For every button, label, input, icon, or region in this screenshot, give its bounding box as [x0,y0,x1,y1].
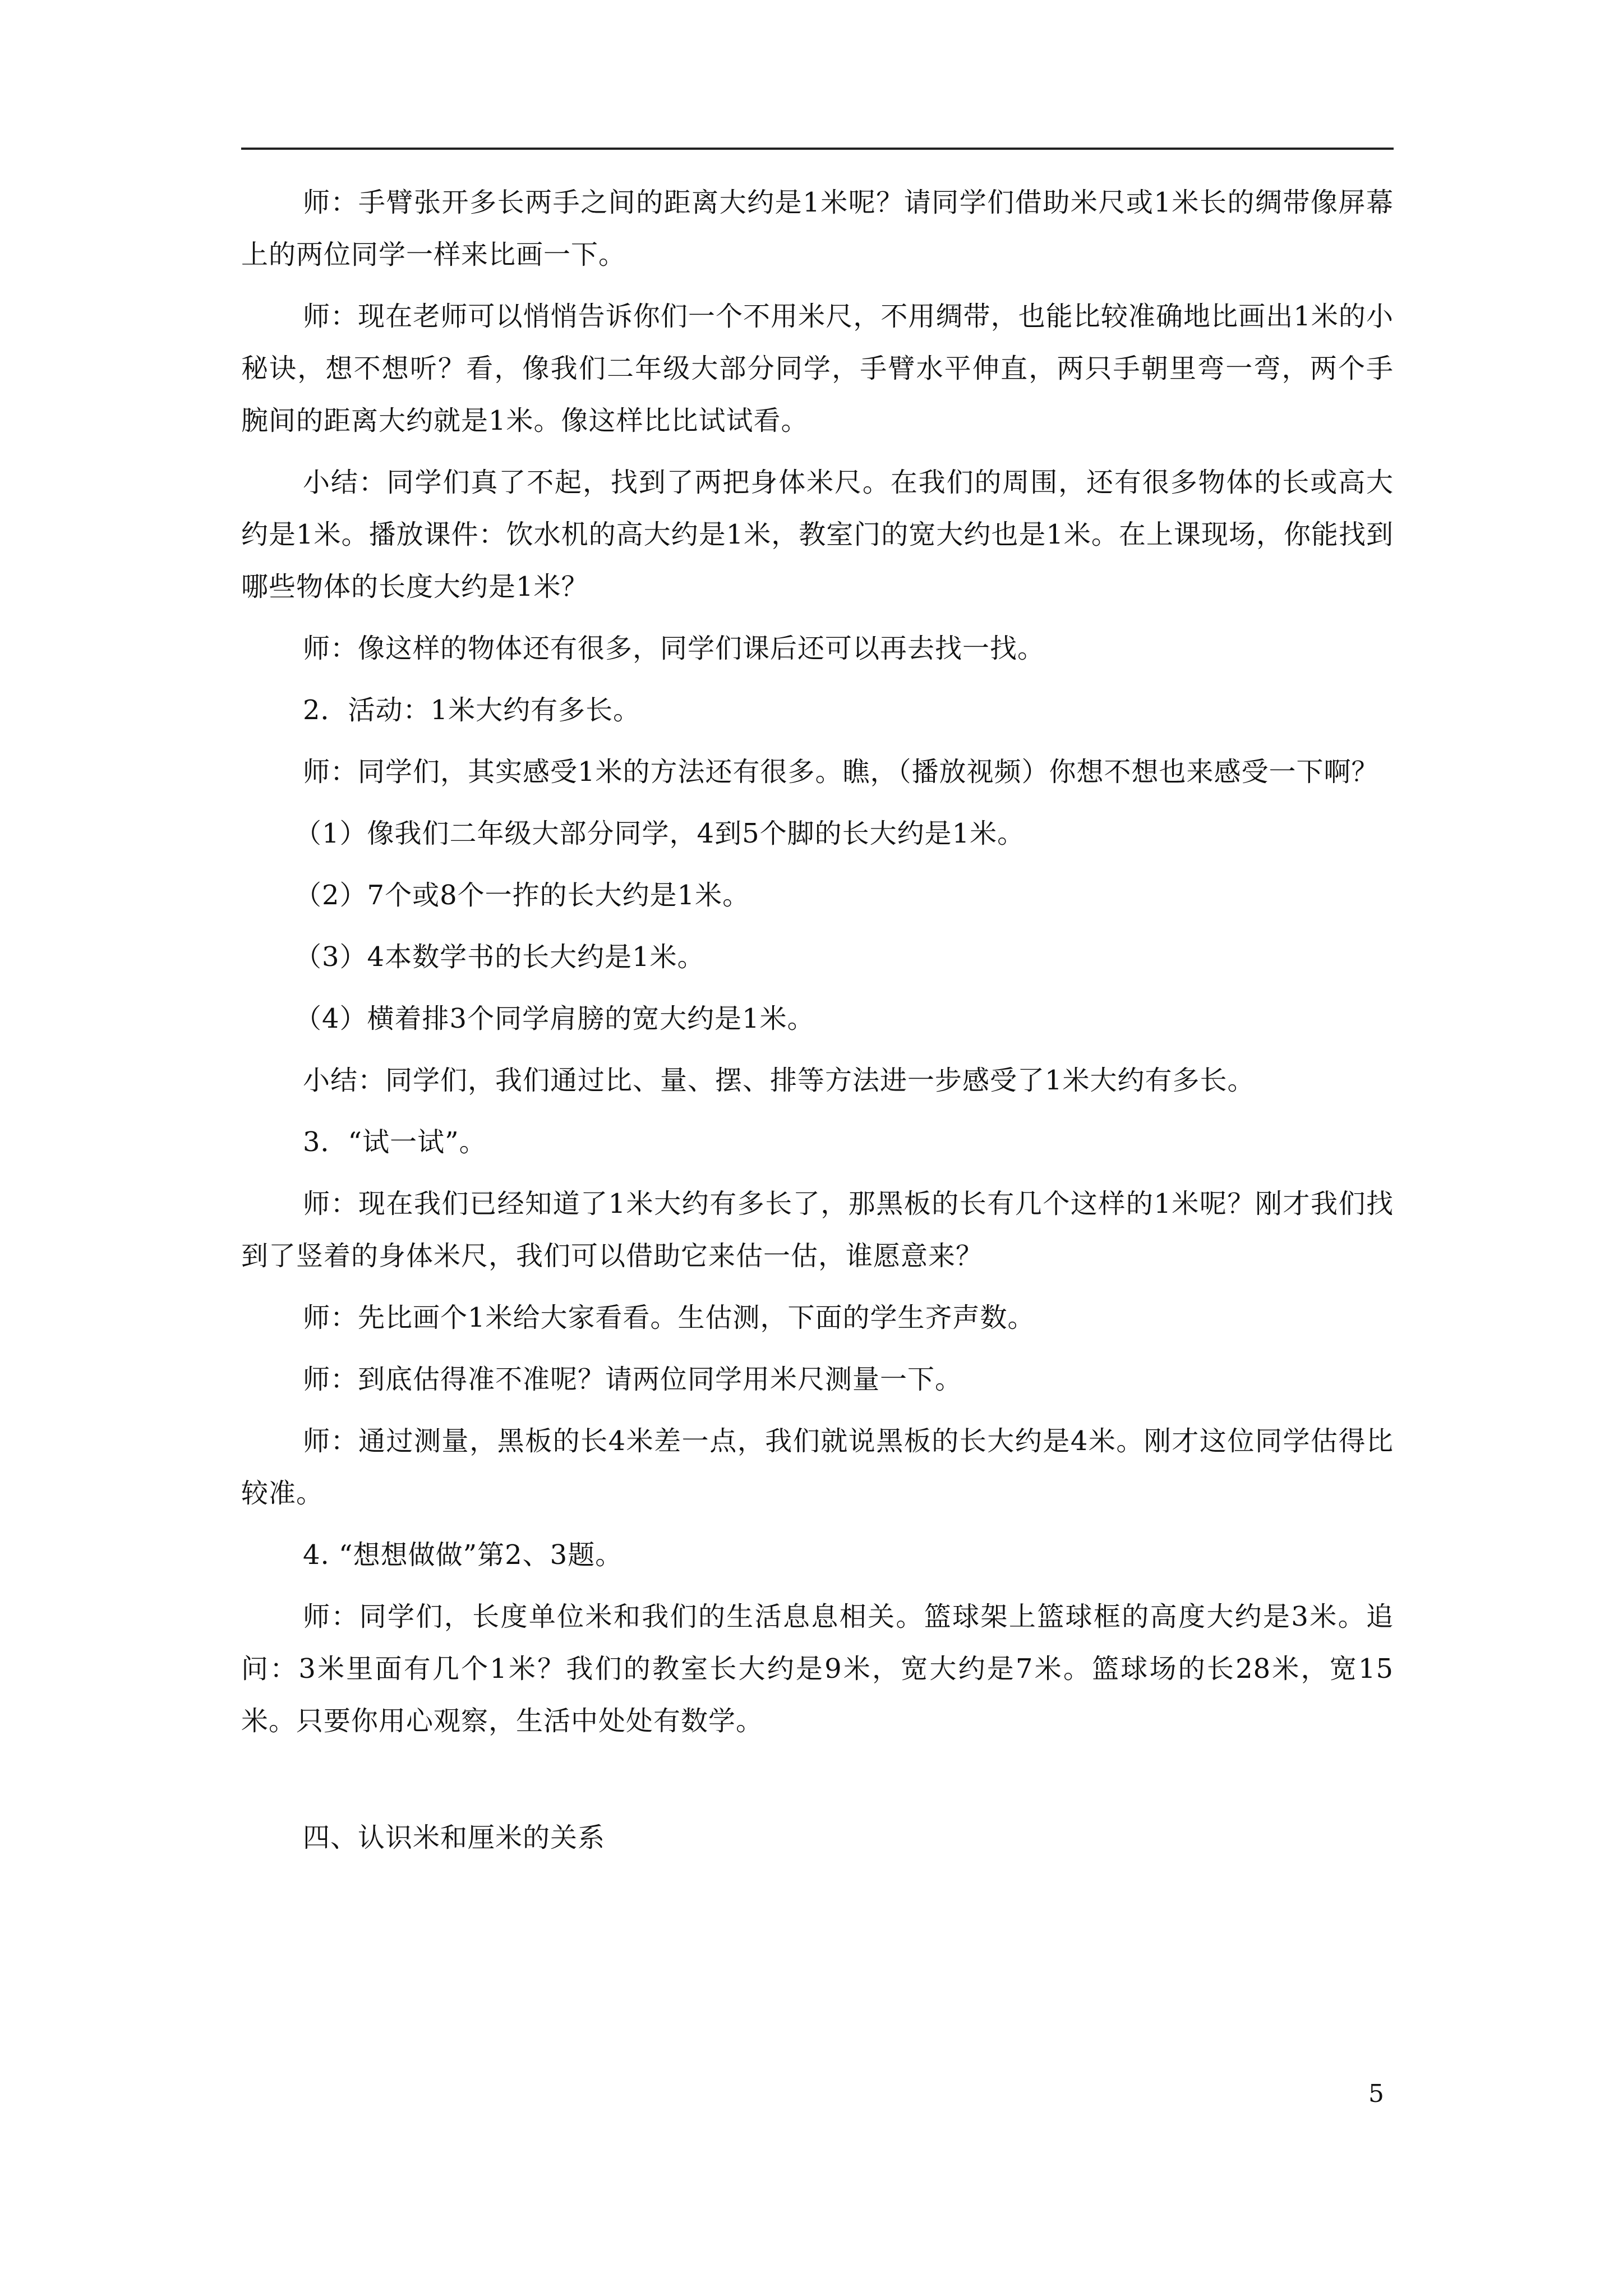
page-number: 5 [1368,2079,1384,2108]
list-item: （2）7个或8个一拃的长大约是1米。 [294,880,750,911]
paragraph: 小结：同学们真了不起，找到了两把身体米尺。在我们的周围，还有很多物体的长或高大约是1米。播放课件：饮水机的高大约是1米，教室门的宽大约也是1米。在上课现场，你能找到哪些物体的长度大约是1米？ [241,467,1394,602]
section-heading: 4. “想想做做”第2、3题。 [303,1539,623,1571]
paragraph: 师：同学们，其实感受1米的方法还有很多。瞧，（播放视频）你想不想也来感受一下啊？ [303,756,1379,788]
paragraph: 师：像这样的物体还有很多，同学们课后还可以再去找一找。 [303,633,1045,664]
section-heading: 2．活动：1米大约有多长。 [303,694,641,726]
paragraph: 师：到底估得准不准呢？请两位同学用米尺测量一下。 [303,1364,963,1395]
paragraph: 师：同学们，长度单位米和我们的生活息息相关。篮球架上篮球框的高度大约是3米。追问：3米里面有几个1米？我们的教室长大约是9米，宽大约是7米。篮球场的长28米，宽15米。只要你用心观察，生活中处处有数学。 [241,1601,1394,1737]
page-body [241,177,1394,1874]
section-heading: 四、认识米和厘米的关系 [303,1822,606,1853]
list-item: （3）4本数学书的长大约是1米。 [294,941,705,973]
paragraph: 师：先比画个1米给大家看看。生估测，下面的学生齐声数。 [303,1302,1035,1333]
list-item: （1）像我们二年级大部分同学，4到5个脚的长大约是1米。 [294,818,1025,849]
section-heading: 3．“试一试”。 [303,1126,487,1158]
paragraph: 师：现在老师可以悄悄告诉你们一个不用米尺，不用绸带，也能比较准确地比画出1米的小秘诀，想不想听？看，像我们二年级大部分同学，手臂水平伸直，两只手朝里弯一弯，两个手腕间的距离大约就是1米。像这样比比试试看。 [241,301,1394,436]
paragraph: 师：现在我们已经知道了1米大约有多长了，那黑板的长有几个这样的1米呢？刚才我们找到了竖着的身体米尺，我们可以借助它来估一估，谁愿意来？ [241,1188,1394,1272]
list-item: （4）横着排3个同学肩膀的宽大约是1米。 [294,1003,815,1034]
paragraph: 小结：同学们，我们通过比、量、摆、排等方法进一步感受了1米大约有多长。 [303,1065,1255,1096]
paragraph: 师：手臂张开多长两手之间的距离大约是1米呢？请同学们借助米尺或1米长的绸带像屏幕上的两位同学一样来比画一下。 [241,187,1394,270]
paragraph: 师：通过测量，黑板的长4米差一点，我们就说黑板的长大约是4米。刚才这位同学估得比较准。 [241,1425,1394,1509]
header-rule [241,148,1394,150]
